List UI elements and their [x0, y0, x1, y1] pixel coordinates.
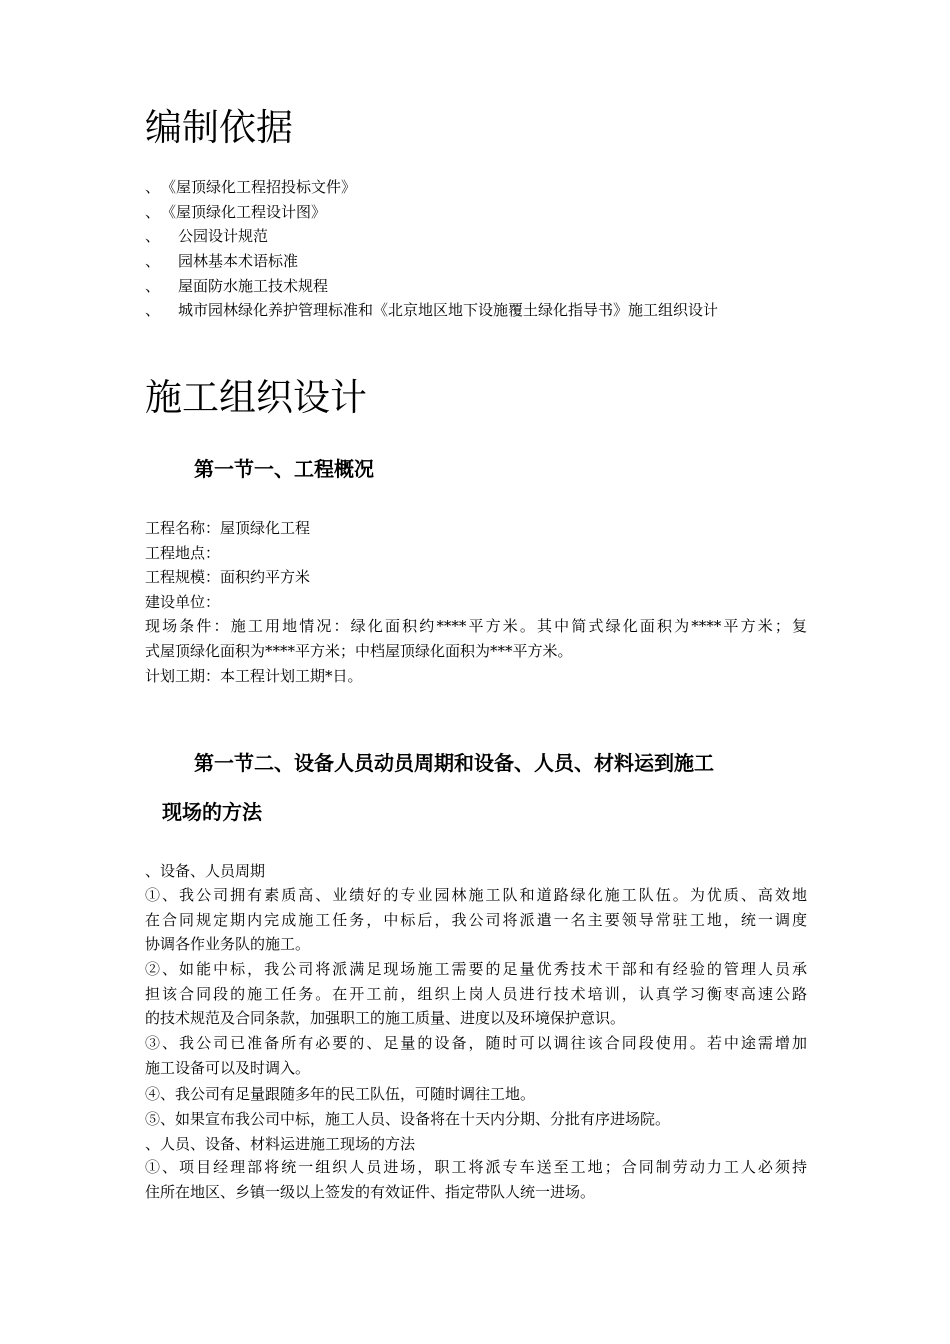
list-item — [145, 226, 718, 251]
list-item-text: 《屋顶绿化工程设计图》 — [161, 202, 327, 221]
paragraph-3 — [145, 1031, 807, 1080]
list-mark: 、 — [145, 178, 161, 196]
list-item — [145, 202, 718, 227]
site-conditions-paragraph — [145, 614, 807, 663]
list-item-text: 屋面防水施工技术规程 — [178, 276, 329, 295]
list-item — [145, 300, 718, 325]
paragraph-5: ⑤、如果宣布我公司中标，施工人员、设备将在十天内分期、分批有序进场院。 — [145, 1110, 671, 1128]
list-mark: 、 — [145, 276, 161, 295]
project-scale: 工程规模：面积约平方米 — [145, 568, 311, 586]
subsection-heading-overview: 第一节一、工程概况 — [194, 457, 374, 481]
project-location: 工程地点： — [145, 544, 221, 562]
list-mark: 、 — [145, 252, 161, 271]
paragraph-6 — [145, 1155, 807, 1204]
paragraph-line: 协调各作业务队的施工。 — [145, 935, 311, 954]
paragraph-line: 在合同规定期内完成施工任务，中标后，我公司将派遣一名主要领导常驻工地，统一调度 — [145, 910, 807, 929]
subsection-heading-mobilization-line2: 现场的方法 — [162, 800, 262, 824]
part-title-transport-method: 、人员、设备、材料运进施工现场的方法 — [145, 1135, 416, 1153]
paragraph-line: ①、我公司拥有素质高、业绩好的专业园林施工队和道路绿化施工队伍。为优质、高效地 — [145, 886, 807, 904]
paragraph-line: 担该合同段的施工任务。在开工前，组织上岗人员进行技术培训，认真学习衡枣高速公路 — [145, 984, 807, 1003]
paragraph-line: ②、如能中标，我公司将派满足现场施工需要的足量优秀技术干部和有经验的管理人员承 — [145, 960, 807, 978]
list-mark: 、 — [145, 227, 161, 246]
paragraph-line: 的技术规范及合同条款，加强职工的施工质量、进度以及环境保护意识。 — [145, 1009, 626, 1028]
list-item-text: 园林基本术语标准 — [178, 252, 299, 271]
list-item-text: 城市园林绿化养护管理标准和《北京地区地下设施覆土绿化指导书》施工组织设计 — [178, 301, 719, 320]
paragraph-line: ①、项目经理部将统一组织人员进场，职工将派专车送至工地；合同制劳动力工人必须持 — [145, 1158, 807, 1176]
schedule: 计划工期：本工程计划工期*日。 — [145, 667, 363, 685]
paragraph-4: ④、我公司有足量跟随多年的民工队伍，可随时调往工地。 — [145, 1085, 536, 1103]
paragraph-line: 施工设备可以及时调入。 — [145, 1058, 311, 1077]
list-item-text: 《屋顶绿化工程招投标文件》 — [161, 178, 357, 196]
paragraph-line: ③、我公司已准备所有必要的、足量的设备，随时可以调往该合同段使用。若中途需增加 — [145, 1034, 807, 1052]
list-item — [145, 177, 718, 202]
basis-list — [145, 177, 718, 325]
client-unit: 建设单位： — [145, 593, 221, 611]
paragraph-line: 现场条件：施工用地情况：绿化面积约****平方米。其中简式绿化面积为****平方米；复 — [145, 617, 807, 635]
section-title-basis: 编制依据 — [145, 106, 293, 149]
list-item — [145, 276, 718, 301]
paragraph-2 — [145, 957, 807, 1031]
project-name: 工程名称：屋顶绿化工程 — [145, 519, 311, 537]
paragraph-1 — [145, 883, 807, 957]
section-title-organization: 施工组织设计 — [145, 376, 367, 419]
part-title-equipment-personnel: 、设备、人员周期 — [145, 862, 266, 880]
list-mark: 、 — [145, 202, 161, 221]
list-item-text: 公园设计规范 — [178, 227, 269, 246]
subsection-heading-mobilization-line1: 第一节二、设备人员动员周期和设备、人员、材料运到施工 — [194, 751, 714, 775]
list-mark: 、 — [145, 301, 161, 320]
paragraph-line: 住所在地区、乡镇一级以上签发的有效证件、指定带队人统一进场。 — [145, 1182, 596, 1201]
paragraph-line: 式屋顶绿化面积为****平方米；中档屋顶绿化面积为***平方米。 — [145, 641, 573, 660]
list-item — [145, 251, 718, 276]
